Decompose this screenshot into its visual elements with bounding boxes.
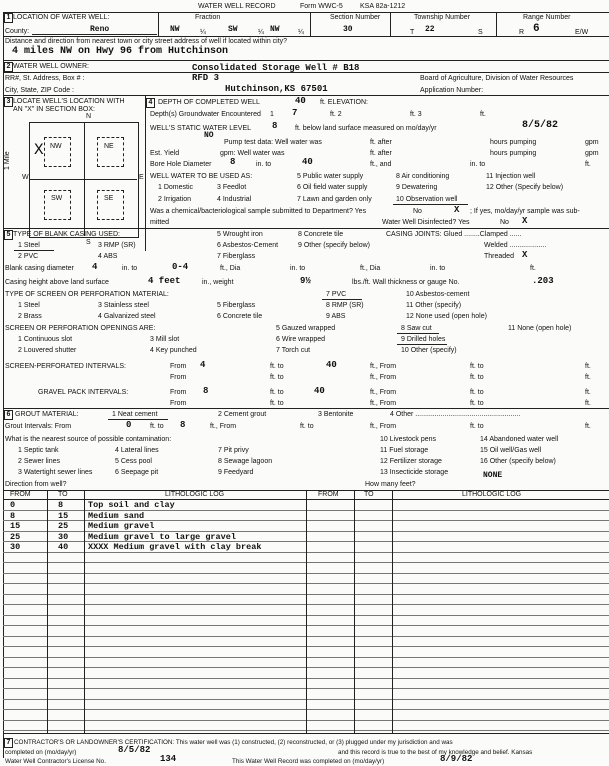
gp-from-label-2: From xyxy=(170,400,187,407)
quarter-box xyxy=(97,137,124,167)
contam-2: 2 Sewer lines xyxy=(18,458,61,465)
log-from-header-2: FROM xyxy=(318,491,339,498)
log-from: 0 xyxy=(10,500,16,510)
log-lithology: Top soil and clay xyxy=(88,500,175,510)
log-to: 8 xyxy=(58,500,64,510)
contam-4: 4 Lateral lines xyxy=(115,447,159,454)
grout-3: 3 Bentonite xyxy=(318,411,354,418)
underline xyxy=(108,419,168,420)
north: N xyxy=(86,113,92,120)
section-6-number: 6 xyxy=(4,410,13,420)
casing-7: 7 Fiberglass xyxy=(217,253,256,260)
section-number-value: 30 xyxy=(343,25,353,34)
grout-ft-to: ft. to xyxy=(150,423,164,430)
section-5-number: 5 xyxy=(4,230,13,240)
distance-label: Distance and direction from nearest town or city street address of well if located within city? xyxy=(5,38,288,45)
spi-to2: ft. to xyxy=(470,363,484,370)
depth-value: 40 xyxy=(295,96,306,106)
screen-6: 6 Concrete tile xyxy=(217,313,263,320)
contamination-label: What is the nearest source of possible contamination: xyxy=(5,436,172,443)
diameter-ft-3: ft. xyxy=(530,265,536,272)
static-label: WELL'S STATIC WATER LEVEL xyxy=(150,125,252,132)
city-value: Hutchinson,KS 67501 xyxy=(225,84,328,94)
location-label: LOCATION OF WATER WELL: xyxy=(13,14,110,21)
city-label: City, State, ZIP Code : xyxy=(5,87,74,94)
mile-label: 1 Mile xyxy=(4,151,11,170)
rule xyxy=(496,12,497,36)
screen-3: 3 Stainless steel xyxy=(98,302,149,309)
board-label: Board of Agriculture, Division of Water Resources xyxy=(420,75,574,82)
grout-1: 1 Neat cement xyxy=(112,411,158,418)
township-s: S xyxy=(478,29,483,36)
se-label: SE xyxy=(104,195,114,202)
casing-5: 5 Wrought iron xyxy=(217,231,263,238)
casing-type-label: TYPE OF BLANK CASING USED: xyxy=(13,231,120,238)
rule xyxy=(354,490,355,733)
log-lithology: Medium gravel xyxy=(88,521,155,531)
contam-none: NONE xyxy=(483,471,503,480)
gw-3: ft. 3 xyxy=(410,111,422,118)
contam-10: 10 Livestock pens xyxy=(380,436,437,443)
opening-2: 2 Louvered shutter xyxy=(18,347,77,354)
fraction-label: Fraction xyxy=(195,14,221,21)
county-label: County: xyxy=(5,28,30,35)
rule xyxy=(3,228,609,229)
rule xyxy=(392,490,393,733)
casing-6: 6 Asbestos-Cement xyxy=(217,242,279,249)
use-label: WELL WATER TO BE USED AS: xyxy=(150,173,253,180)
chem-no: No xyxy=(413,208,422,215)
rule xyxy=(158,12,159,36)
bore-ft: ft., and xyxy=(370,161,392,168)
log-lith-header-2: LITHOLOGIC LOG xyxy=(462,491,522,498)
grout-intervals-label: Grout Intervals: From xyxy=(5,423,72,430)
weight-label: in., weight xyxy=(202,279,234,286)
spi-from2: ft., From xyxy=(370,363,397,370)
township-value: 22 xyxy=(425,25,435,34)
gw-ft: ft. xyxy=(480,111,486,118)
log-to: 40 xyxy=(58,542,69,552)
fraction-2: SW xyxy=(228,25,238,34)
gw-2: ft. 2 xyxy=(330,111,342,118)
log-from: 30 xyxy=(10,542,21,552)
section-3-number: 3 xyxy=(4,97,13,107)
underline xyxy=(14,250,54,251)
disinfected-label: Water Well Disinfected? Yes xyxy=(382,219,470,226)
contam-13: 13 Insecticide storage xyxy=(380,469,449,476)
static-date: 8/5/82 xyxy=(522,120,559,131)
threaded-x: X xyxy=(522,250,528,260)
use-12: 12 Other (Specify below) xyxy=(486,184,564,191)
address-value: RFD 3 xyxy=(192,73,220,83)
gp-from-label: From xyxy=(170,389,187,396)
gp-to-label: ft. to xyxy=(270,389,284,396)
gauge-label: lbs./ft. Wall thickness or gauge No. xyxy=(352,279,460,286)
township-t: T xyxy=(410,29,415,36)
rule xyxy=(3,408,609,409)
diameter-in-2: in. to xyxy=(290,265,306,272)
welded: Welded ................... xyxy=(484,242,547,249)
true-text: and this record is true to the best of my knowledge and belief. Kansas xyxy=(338,749,533,756)
range-ew: E/W xyxy=(575,29,589,36)
east: E xyxy=(139,174,144,181)
rule xyxy=(84,490,85,733)
rule xyxy=(3,36,609,37)
casing-2: 2 PVC xyxy=(18,253,39,260)
gw-1-value: 7 xyxy=(292,108,298,118)
openings-label: SCREEN OR PERFORATION OPENINGS ARE: xyxy=(5,325,156,332)
contam-14: 14 Abandoned water well xyxy=(480,436,559,443)
chem-label: Was a chemical/bacteriological sample submitted to Department? Yes xyxy=(150,208,367,215)
screen-11: 11 Other (specify) xyxy=(406,302,462,309)
spi-from-label: From xyxy=(170,363,187,370)
grout-ft-to-3: ft. to xyxy=(470,423,484,430)
yield-label: Est. Yield xyxy=(150,150,180,157)
casing-4: 4 ABS xyxy=(98,253,118,260)
underline xyxy=(397,333,439,334)
log-to-header-2: TO xyxy=(364,491,374,498)
quarter: ¼ xyxy=(298,29,304,36)
rule xyxy=(306,490,307,733)
screen-12: 12 None used (open hole) xyxy=(406,313,487,320)
contam-15: 15 Oil well/Gas well xyxy=(480,447,542,454)
disinfected-no-x: X xyxy=(522,216,528,226)
diameter-in: in. to xyxy=(122,265,138,272)
gp-to: 40 xyxy=(314,386,325,396)
distance-value: 4 miles NW on Hwy 96 from Hutchinson xyxy=(12,46,229,57)
gauge-value: .203 xyxy=(532,276,554,286)
nw-label: NW xyxy=(50,143,62,150)
spi-to-label: ft. to xyxy=(270,363,284,370)
rule xyxy=(29,179,137,180)
quarter-box xyxy=(44,137,71,167)
license-label: Water Well Contractor's License No. xyxy=(5,758,106,765)
gpm-label: gpm xyxy=(585,139,599,146)
screen-10: 10 Asbestos-cement xyxy=(406,291,470,298)
use-11: 11 Injection well xyxy=(486,173,536,180)
contam-16: 16 Other (specify below) xyxy=(480,458,556,465)
underline xyxy=(322,299,362,300)
log-from: 8 xyxy=(10,510,16,521)
grout-ft-from-2: ft., From xyxy=(370,423,397,430)
casing-joints: CASING JOINTS: Glued ........Clamped ...... xyxy=(386,231,522,238)
certification-text: CONTRACTOR'S OR LANDOWNER'S CERTIFICATION: This water well was (1) constructed, (2) reconstructed, or (3) plugged under my jurisdiction and was xyxy=(14,739,453,746)
pump-value: NO xyxy=(204,131,214,140)
grout-4: 4 Other ...................................................... xyxy=(390,411,521,418)
diameter-label: Blank casing diameter xyxy=(5,265,74,272)
opening-4: 4 Key punched xyxy=(150,347,197,354)
opening-6: 6 Wire wrapped xyxy=(276,336,326,343)
disinfected-no: No xyxy=(500,219,509,226)
log-lithology: Medium gravel to large gravel xyxy=(88,531,236,542)
log-to: 25 xyxy=(58,521,69,531)
application-label: Application Number: xyxy=(420,87,484,94)
grout-to: 8 xyxy=(180,420,186,430)
grout-label: GROUT MATERIAL: xyxy=(15,411,79,418)
contam-1: 1 Septic tank xyxy=(18,447,59,454)
contam-7: 7 Pit privy xyxy=(218,447,249,454)
chem-no-x: X xyxy=(454,205,460,215)
gp-end: ft. xyxy=(585,389,591,396)
rule xyxy=(3,72,609,73)
rule xyxy=(47,490,48,733)
form-statute: KSA 82a-1212 xyxy=(360,3,406,10)
spi-end: ft. xyxy=(585,363,591,370)
hours-label-2: hours pumping xyxy=(490,150,537,157)
groundwater-label: Depth(s) Groundwater Encountered xyxy=(150,111,261,118)
screen-4: 4 Galvanized steel xyxy=(98,313,156,320)
grout-2: 2 Cement grout xyxy=(218,411,267,418)
use-10: 10 Observation well xyxy=(396,196,458,203)
bore-to: 40 xyxy=(302,157,313,167)
location-x-mark: X xyxy=(34,141,44,159)
gp-end-2: ft. xyxy=(585,400,591,407)
owner-value: Consolidated Storage Well # B18 xyxy=(192,63,360,73)
opening-8: 8 Saw cut xyxy=(401,325,432,332)
license-number: 134 xyxy=(160,754,177,764)
gp-from3: ft., From xyxy=(370,400,397,407)
sw-label: SW xyxy=(51,195,63,202)
use-9: 9 Dewatering xyxy=(396,184,438,191)
opening-10: 10 Other (specify) xyxy=(401,347,457,354)
diameter-in-3: in. to xyxy=(430,265,446,272)
use-2: 2 Irrigation xyxy=(158,196,192,203)
fraction-1: NW xyxy=(170,25,180,34)
section-4-number: 4 xyxy=(146,98,155,108)
west: W xyxy=(22,174,29,181)
completed-label: completed on (mo/day/yr) xyxy=(5,749,77,756)
threaded: Threaded xyxy=(484,253,514,260)
spi-from: 4 xyxy=(200,360,206,370)
locate-label-2: AN "X" IN SECTION BOX: xyxy=(13,106,95,113)
township-label: Township Number xyxy=(414,14,471,21)
static-value: 8 xyxy=(272,121,278,131)
section-1-number: 1 xyxy=(4,13,13,23)
log-to-header: TO xyxy=(58,491,68,498)
bore-in-to: in. to xyxy=(470,161,486,168)
after-label: ft. after xyxy=(370,139,392,146)
opening-3: 3 Mill slot xyxy=(150,336,180,343)
spi-to3: ft. to xyxy=(470,374,484,381)
chem-rest: ; If yes, mo/day/yr sample was sub- xyxy=(470,208,580,215)
contam-8: 8 Sewage lagoon xyxy=(218,458,273,465)
casing-8: 8 Concrete tile xyxy=(298,231,344,238)
address-label: RR#, St. Address, Box # : xyxy=(5,75,85,82)
rule xyxy=(3,60,609,61)
diameter-to: 0-4 xyxy=(172,262,189,272)
elevation-label: ft. ELEVATION: xyxy=(320,99,368,106)
opening-7: 7 Torch cut xyxy=(276,347,311,354)
rule xyxy=(3,95,609,96)
grout-end: ft. xyxy=(585,423,591,430)
gpm-label-2: gpm xyxy=(585,150,599,157)
diameter-ft: ft., Dia xyxy=(220,265,241,272)
rule xyxy=(32,34,157,35)
after-label-2: ft. after xyxy=(370,150,392,157)
gp-from2: ft., From xyxy=(370,389,397,396)
static-rest: ft. below land surface measured on mo/day/yr xyxy=(295,125,437,132)
bore-in: in. to xyxy=(256,161,272,168)
screen-1: 1 Steel xyxy=(18,302,40,309)
use-1: 1 Domestic xyxy=(158,184,194,191)
gp-from: 8 xyxy=(203,386,209,396)
fraction-3: NW xyxy=(270,25,280,34)
rule xyxy=(390,12,391,36)
screen-9: 9 ABS xyxy=(326,313,346,320)
spi-to: 40 xyxy=(326,360,337,370)
grout-ft-to-2: ft. to xyxy=(300,423,314,430)
form-number: Form WWC-5 xyxy=(300,3,343,10)
spi-from-label-2: From xyxy=(170,374,187,381)
spi-to-label-2: ft. to xyxy=(270,374,284,381)
log-from: 15 xyxy=(10,521,21,531)
screen-8: 8 RMP (SR) xyxy=(326,302,364,309)
use-5: 5 Public water supply xyxy=(297,173,364,180)
bore-value: 8 xyxy=(230,157,236,167)
gp-to2: ft. to xyxy=(470,389,484,396)
log-from-header: FROM xyxy=(10,491,31,498)
pump-label: Pump test data: Well water was xyxy=(224,139,322,146)
section-number-label: Section Number xyxy=(330,14,381,21)
completed-date: 8/5/82 xyxy=(118,745,151,755)
weight-value: 9½ xyxy=(300,276,311,286)
bore-label: Bore Hole Diameter xyxy=(150,161,212,168)
contam-3: 3 Watertight sewer lines xyxy=(18,469,93,476)
log-to: 30 xyxy=(58,531,69,542)
owner-label: WATER WELL OWNER: xyxy=(13,63,89,70)
record-date: 8/9/82 xyxy=(440,754,473,764)
screen-7: 7 PVC xyxy=(326,291,347,298)
gp-to-label-2: ft. to xyxy=(270,400,284,407)
section-2-number: 2 xyxy=(4,62,13,72)
use-8: 8 Air conditioning xyxy=(396,173,450,180)
opening-1: 1 Continuous slot xyxy=(18,336,73,343)
log-lith-header: LITHOLOGIC LOG xyxy=(165,491,225,498)
rule xyxy=(3,733,609,734)
contam-9: 9 Feedyard xyxy=(218,469,254,476)
hours-label: hours pumping xyxy=(490,139,537,146)
ne-label: NE xyxy=(104,143,114,150)
gw-1: 1 xyxy=(270,111,274,118)
opening-9: 9 Drilled holes xyxy=(401,336,446,343)
diameter-ft-2: ft., Dia xyxy=(360,265,381,272)
section-7-number: 7 xyxy=(4,738,13,748)
quarter: ¼ xyxy=(200,29,206,36)
use-4: 4 Industrial xyxy=(217,196,252,203)
rule xyxy=(3,12,609,13)
grout-ft-from: ft., From xyxy=(210,423,237,430)
use-7: 7 Lawn and garden only xyxy=(297,196,372,203)
yield-rest: gpm: Well water was xyxy=(220,150,285,157)
log-lithology: Medium sand xyxy=(88,510,145,521)
use-6: 6 Oil field water supply xyxy=(297,184,368,191)
contam-11: 11 Fuel storage xyxy=(380,447,429,454)
quarter: ¼ xyxy=(258,29,264,36)
screen-label: TYPE OF SCREEN OR PERFORATION MATERIAL: xyxy=(5,291,169,298)
range-label: Range Number xyxy=(523,14,571,21)
height-label: Casing height above land surface xyxy=(5,279,109,286)
spi-label: SCREEN-PERFORATED INTERVALS: xyxy=(5,363,126,370)
contam-5: 5 Cess pool xyxy=(115,458,152,465)
opening-5: 5 Gauzed wrapped xyxy=(276,325,336,332)
screen-5: 5 Fiberglass xyxy=(217,302,256,309)
grout-from: 0 xyxy=(126,420,132,430)
spi-from3: ft., From xyxy=(370,374,397,381)
gp-to3: ft. to xyxy=(470,400,484,407)
bore-end: ft. xyxy=(585,161,591,168)
diameter-value: 4 xyxy=(92,262,98,272)
casing-9: 9 Other (specify below) xyxy=(298,242,370,249)
screen-2: 2 Brass xyxy=(18,313,42,320)
county-value: Reno xyxy=(90,25,110,34)
spi-end-2: ft. xyxy=(585,374,591,381)
form-title: WATER WELL RECORD xyxy=(198,3,276,10)
range-value: 6 xyxy=(533,23,540,35)
log-from: 25 xyxy=(10,531,21,542)
gravel-label: GRAVEL PACK INTERVALS: xyxy=(38,389,129,396)
casing-3: 3 RMP (SR) xyxy=(98,242,136,249)
contam-12: 12 Fertilizer storage xyxy=(380,458,442,465)
record-label: This Water Well Record was completed on (mo/day/yr) xyxy=(232,758,385,765)
locate-label: LOCATE WELL'S LOCATION WITH xyxy=(13,98,125,105)
how-many-feet: How many feet? xyxy=(365,481,416,488)
south: S xyxy=(86,239,91,246)
direction-label: Direction from well? xyxy=(5,481,67,488)
casing-1: 1 Steel xyxy=(18,242,40,249)
submitted-label: mitted xyxy=(150,219,170,226)
underline xyxy=(397,344,447,345)
log-to: 15 xyxy=(58,510,69,521)
opening-11: 11 None (open hole) xyxy=(508,325,572,332)
use-3: 3 Feedlot xyxy=(217,184,247,191)
log-lithology: XXXX Medium gravel with clay break xyxy=(88,542,262,552)
depth-label: DEPTH OF COMPLETED WELL xyxy=(158,99,260,106)
rule xyxy=(310,12,311,36)
height-value: 4 feet xyxy=(148,276,181,286)
contam-6: 6 Seepage pit xyxy=(115,469,159,476)
range-r: R xyxy=(519,29,525,36)
